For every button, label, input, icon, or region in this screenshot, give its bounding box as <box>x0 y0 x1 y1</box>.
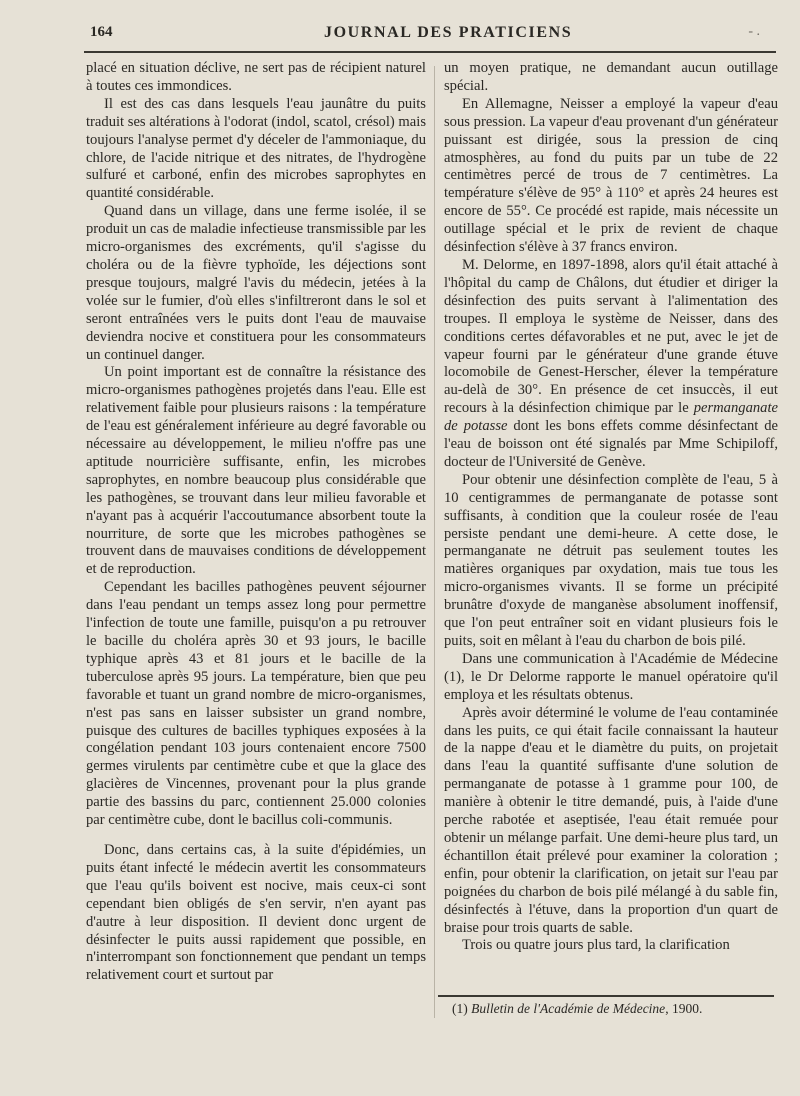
column-divider <box>434 66 435 1018</box>
paragraph: Donc, dans certains cas, à la suite d'épidémies, un puits étant infecté le médecin avertit les consommateurs que l'eau qu'ils boivent est nocive, mais ceux-ci sont cependant bien obligés de s'en servir, n'en ayant pas d'autre à leur disposition. Il devient donc urgent de désinfecter le puits aussi rapidement que possible, en n'interrompant son fonctionnement que pendant un temps relativement court et surtout par <box>86 841 426 984</box>
right-column <box>444 60 778 955</box>
italic-term: permanganate de potasse <box>444 400 778 435</box>
left-column <box>86 60 426 985</box>
paragraph-text: dont les bons effets comme désinfectant de l'eau de boisson ont été signalés par Mme Schipiloff, docteur de l'Université de Genève. <box>444 418 778 470</box>
footnote-rule <box>438 995 774 997</box>
paragraph: Dans une communication à l'Académie de Médecine (1), le Dr Delorme rapporte le manuel opératoire qu'il employa et les résultats obtenus. <box>444 650 778 703</box>
paragraph: Il est des cas dans lesquels l'eau jaunâtre du puits traduit ses altérations à l'odorat (indol, scatol, crésol) mais toujours l'analyse permet d'y déceler de l'ammoniaque, du chlore, de l'acide nitrique et des nitrates, de l'hydrogène sulfuré et carboné, enfin des microbes saprophytes en quantité considérable. <box>86 95 426 202</box>
page-header <box>88 22 768 46</box>
paragraph: En Allemagne, Neisser a employé la vapeur d'eau sous pression. La vapeur d'eau provenant d'un générateur puissant est dirigée, sous la pression de cinq atmosphères, au fond du puits par un tube de 22 centimètres percé de trous de 7 centimètres. La température s'élève de 95° à 110° et après 24 heures est encore de 55°. Ce procédé est rapide, mais nécessite un outillage spécial et le prix de revient de chaque désinfection s'élève à 37 francs environ. <box>444 95 778 256</box>
paragraph: Cependant les bacilles pathogènes peuvent séjourner dans l'eau pendant un temps assez long pour permettre l'infection de toute une famille, puisqu'on a pu retrouver le bacille du choléra après 30 et 93 jours, le bacille typhique après 43 et 81 jours et le bacille de la tuberculose après 95 jours. La température, bien que peu favorable et tuant un grand nombre de micro-organismes, n'est pas sans en laisser subsister un grand nombre, puisque des cultures de bacilles typhiques exposées à la congélation pendant 103 jours contenaient encore 7500 germes virulents par centimètre cube et que la glace des glacières de Vincennes, provenant pour la plus grande partie des bassins du parc, contiennent 25.000 colonies par centimètre cube, dont le bacillus coli-communis. <box>86 579 426 829</box>
footnote-year: , 1900. <box>665 1001 703 1016</box>
footnote-source: Bulletin de l'Académie de Médecine <box>471 1001 666 1016</box>
paragraph: Pour obtenir une désinfection complète de l'eau, 5 à 10 centigrammes de permanganate de potasse sont suffisants, à condition que la couleur rosée de l'eau persiste pendant une demi-heure. A cette dose, le permanganate ne détruit pas seulement toutes les matières organiques par oxydation, mais tue tous les micro-organismes vivants. Il se forme un précipité brunâtre d'oxyde de manganèse absolument inoffensif, que l'on peut entraîner soit en vidant plusieurs fois le puits, soit en mêlant à l'eau du charbon de bois pilé. <box>444 471 778 649</box>
paragraph: placé en situation déclive, ne sert pas de récipient naturel à toutes ces immondices. <box>86 60 426 94</box>
paragraph: Un point important est de connaître la résistance des micro-organismes pathogènes projetés dans l'eau. Elle est relativement faible pour plusieurs raisons : la température de l'eau est généralement inférieure au degré favorable ou nécessaire au développement, le milieu n'offre pas une aptitude nourricière suffisante, enfin, les microbes saprophytes, en nombre beaucoup plus considérable que les pathogènes, se trouvant dans leur milieu favorable et n'ayant pas à acquérir l'accoutumance absorbent toute la nourriture, de sorte que les microbes pathogènes se trouvent dans de mauvaises conditions de développement et de reproduction. <box>86 364 426 578</box>
page-number: 164 <box>90 24 113 40</box>
paragraph-delorme <box>444 257 778 472</box>
header-mark: - . <box>748 24 760 39</box>
footnote-marker: (1) <box>452 1001 472 1016</box>
paragraph: Trois ou quatre jours plus tard, la clarification <box>462 937 730 954</box>
header-rule <box>84 51 776 53</box>
paragraph: Après avoir déterminé le volume de l'eau contaminée dans les puits, ce qui était facile connaissant la hauteur de la nappe d'eau et le diamètre du puits, on projetait dans l'eau la quantité suffisante d'une solution de permanganate de potasse à 1 gramme pour 100, de manière à obtenir le titre demandé, puis, à l'aide d'une perche rabotée et aseptisée, l'eau était remuée pour obtenir un mélange parfait. Une demi-heure plus tard, un échantillon était prélevé pour examiner la coloration ; enfin, pour obtenir la clarification, on jetait sur l'eau par poignées du charbon de bois pilé mélangé à du sable fin, désinfectés à l'étuve, dans la proportion d'un quart de braise pour trois quarts de sable. <box>444 704 778 936</box>
paragraph: Quand dans un village, dans une ferme isolée, il se produit un cas de maladie infectieuse transmissible par les micro-organismes des excréments, qu'il s'agisse du choléra ou de la fièvre typhoïde, les déjections sont presque toujours, malgré l'avis du médecin, jetées à la volée sur le fumier, d'où elles s'infiltreront dans le sol et seront entraînées vers le puits dont l'eau de mauvaise deviendra nocive et constituera pour les consommateurs un continuel danger. <box>86 203 426 363</box>
running-title: JOURNAL DES PRATICIENS <box>324 24 573 41</box>
footnote <box>452 1000 772 1017</box>
paragraph: un moyen pratique, ne demandant aucun outillage spécial. <box>444 60 778 94</box>
paragraph-text: M. Delorme, en 1897-1898, alors qu'il était attaché à l'hôpital du camp de Châlons, dut étudier et diriger la désinfection des puits servant à l'alimentation des troupes. Il employa le système de Neisser, dans des conditions certes défavorables et ne put, avec le jet de vapeur fourni par le générateur d'une grande étuve locomobile de Genest-Herscher, élever la température au-delà de 30°. En présence de cet insuccès, il eut recours à la désinfection chimique par le <box>444 256 778 417</box>
